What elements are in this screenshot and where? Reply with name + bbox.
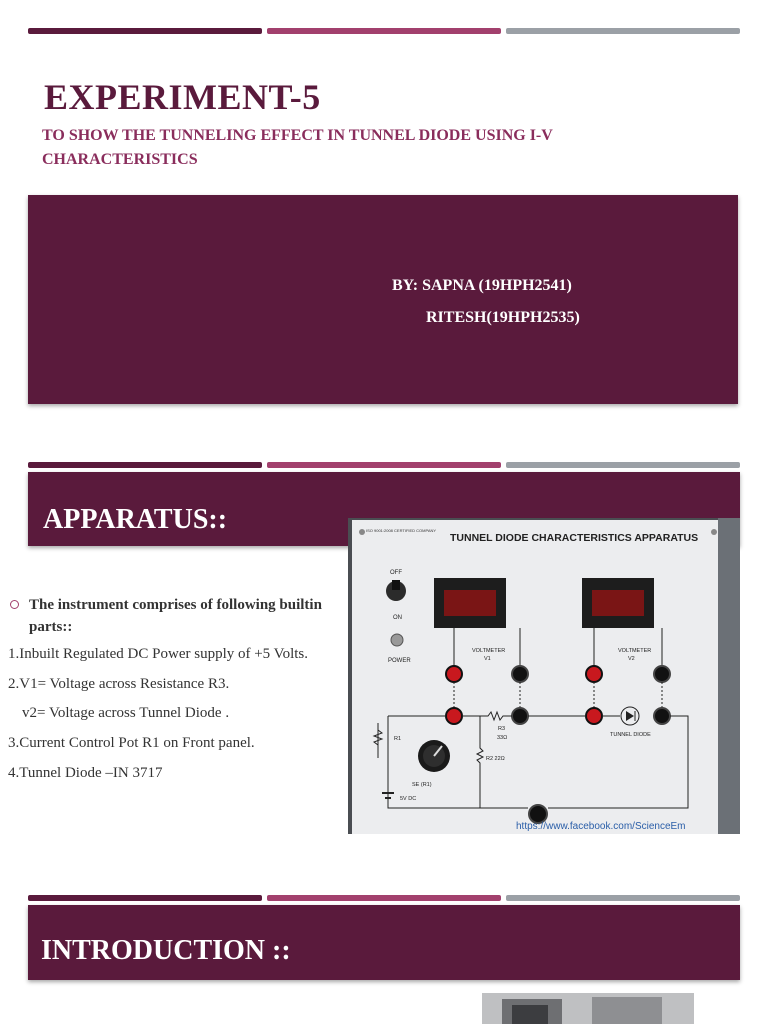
r3-label: R3 (498, 726, 506, 732)
sense-label: SE (R1) (412, 782, 432, 788)
terminal-black (654, 666, 670, 682)
introduction-heading: INTRODUCTION :: (41, 935, 291, 966)
introduction-photo (482, 993, 694, 1024)
terminal-black (512, 666, 528, 682)
off-label: OFF (390, 570, 402, 576)
author-line-1: BY: SAPNA (19HPH2541) (392, 277, 572, 294)
accent-stripe-pink (267, 462, 501, 468)
accent-stripe-maroon (28, 28, 262, 34)
r1-label: R1 (394, 736, 402, 742)
apparatus-intro-text: The instrument comprises of following builtin parts:: (29, 597, 322, 635)
accent-stripe-maroon (28, 895, 262, 901)
apparatus-photo (348, 518, 740, 834)
terminal-red (586, 666, 602, 682)
voltmeter2-label: VOLTMETER (618, 648, 652, 654)
apparatus-heading: APPARATUS:: (43, 504, 228, 535)
part-item-4: 4.Tunnel Diode –IN 3717 (8, 765, 163, 781)
terminal-red (586, 708, 602, 724)
accent-stripe-gray (506, 28, 740, 34)
photo-watermark: https://www.facebook.com/ScienceEm (516, 821, 686, 832)
accent-stripe-maroon (28, 462, 262, 468)
part-item-1: 1.Inbuilt Regulated DC Power supply of +5 Volts. (8, 646, 308, 662)
dc-label: 5V DC (400, 796, 417, 802)
introduction-banner (28, 905, 740, 980)
part-item-2b: v2= Voltage across Tunnel Diode . (22, 705, 230, 721)
terminal-black (512, 708, 528, 724)
on-label: ON (393, 615, 402, 621)
iso-text: ISO 9001:2008 CERTIFIED COMPANY (366, 528, 437, 533)
terminal-red (446, 666, 462, 682)
part-item-3: 3.Current Control Pot R1 on Front panel. (8, 735, 255, 751)
tunnel-diode-label: TUNNEL DIODE (610, 732, 651, 738)
panel-title: TUNNEL DIODE CHARACTERISTICS APPARATUS (450, 532, 699, 544)
v1-label: V1 (484, 656, 491, 662)
author-line-2: RITESH(19HPH2535) (426, 309, 580, 326)
r3-value: 33Ω (497, 735, 508, 741)
v2-label: V2 (628, 656, 635, 662)
accent-stripe-pink (267, 895, 501, 901)
bullet-circle-icon (10, 600, 19, 609)
r2-label: R2 22Ω (486, 756, 505, 762)
accent-stripe-pink (267, 28, 501, 34)
voltmeter1-label: VOLTMETER (472, 648, 506, 654)
terminal-black (654, 708, 670, 724)
part-item-2: 2.V1= Voltage across Resistance R3. (8, 676, 230, 692)
terminal-red (446, 708, 462, 724)
accent-stripe-gray (506, 895, 740, 901)
power-label: POWER (388, 658, 411, 664)
slide-subtitle: TO SHOW THE TUNNELING EFFECT IN TUNNEL DIODE USING I-V CHARACTERISTICS (42, 127, 553, 168)
accent-stripe-gray (506, 462, 740, 468)
slide-title: EXPERIMENT-5 (44, 77, 321, 117)
author-panel (28, 195, 738, 404)
